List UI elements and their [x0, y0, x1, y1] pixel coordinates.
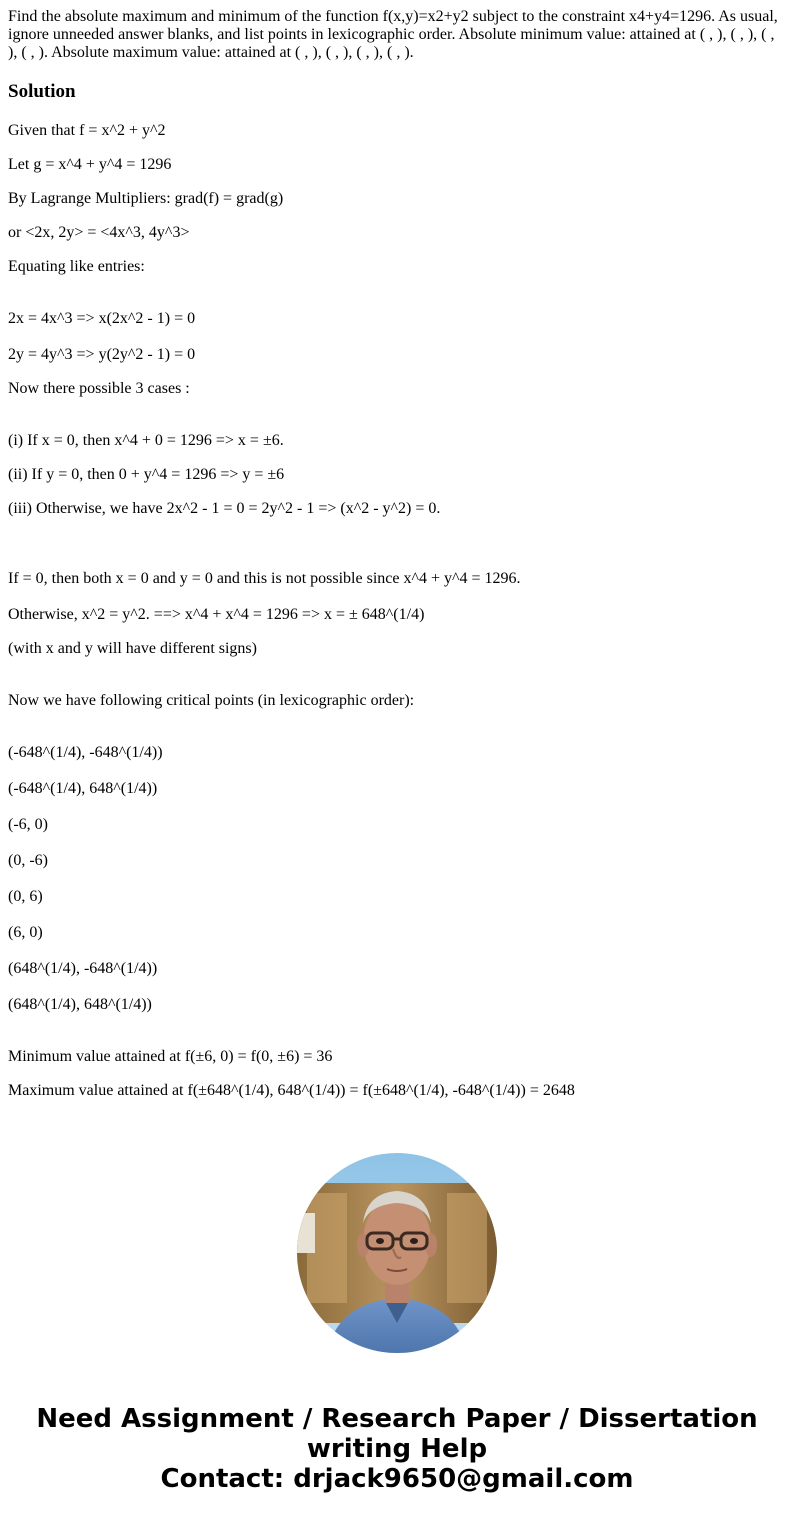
blank-line [8, 674, 784, 692]
equations-block [8, 292, 784, 364]
critical-point: (-6, 0) [8, 816, 48, 833]
case-two: (ii) If y = 0, then 0 + y^4 = 1296 => y = ±6 [8, 466, 285, 483]
otherwise-line: Otherwise, x^2 = y^2. ==> x^4 + x^4 = 1296 => x = ± 648^(1/4) [8, 606, 425, 623]
if-zero-line: If = 0, then both x = 0 and y = 0 and this is not possible since x^4 + y^4 = 1296. [8, 570, 521, 587]
critical-point: (648^(1/4), 648^(1/4)) [8, 996, 152, 1013]
critical-point: (648^(1/4), -648^(1/4)) [8, 960, 158, 977]
critical-point: (-648^(1/4), 648^(1/4)) [8, 780, 158, 797]
minimum-result: Minimum value attained at f(±6, 0) = f(0, ±6) = 36 [8, 1048, 333, 1065]
vector-line: or <2x, 2y> = <4x^3, 4y^3> [8, 224, 190, 241]
equation-y: 2y = 4y^3 => y(2y^2 - 1) = 0 [8, 346, 196, 363]
promo-line-2: writing Help [306, 1434, 488, 1464]
critical-point: (0, -6) [8, 852, 48, 869]
case-one: (i) If x = 0, then x^4 + 0 = 1296 => x = ±6. [8, 432, 284, 449]
case-analysis-block [8, 552, 784, 624]
document-body [8, 8, 784, 1116]
critical-points-intro: Now we have following critical points (in lexicographic order): [8, 692, 415, 709]
solution-heading: Solution [8, 81, 76, 102]
blank-line [8, 414, 784, 432]
equation-x: 2x = 4x^3 => x(2x^2 - 1) = 0 [8, 310, 196, 327]
given-line: Given that f = x^2 + y^2 [8, 122, 166, 139]
equating-line: Equating like entries: [8, 258, 145, 275]
cases-intro: Now there possible 3 cases : [8, 380, 190, 397]
case-three: (iii) Otherwise, we have 2x^2 - 1 = 0 = 2y^2 - 1 => (x^2 - y^2) = 0. [8, 500, 441, 517]
blank-line [8, 534, 784, 552]
contact-line: Contact: drjack9650@gmail.com [160, 1464, 634, 1494]
signs-note: (with x and y will have different signs) [8, 640, 257, 657]
promo-line-1: Need Assignment / Research Paper / Dissertation [36, 1404, 758, 1434]
let-g-line: Let g = x^4 + y^4 = 1296 [8, 156, 172, 173]
author-avatar [297, 1153, 497, 1353]
critical-points-list [8, 726, 784, 1014]
critical-point: (0, 6) [8, 888, 43, 905]
critical-point: (-648^(1/4), -648^(1/4)) [8, 744, 163, 761]
critical-point: (6, 0) [8, 924, 43, 941]
blank-line [8, 1030, 784, 1048]
promo-footer [0, 1404, 794, 1494]
maximum-result: Maximum value attained at f(±648^(1/4), 648^(1/4)) = f(±648^(1/4), -648^(1/4)) = 2648 [8, 1082, 575, 1099]
lagrange-line: By Lagrange Multipliers: grad(f) = grad(g) [8, 190, 284, 207]
question-text: Find the absolute maximum and minimum of the function f(x,y)=x2+y2 subject to the constraint x4+y4=1296. As usual, ignore unneeded answer blanks, and list points in lexicographic order. Absolute minimum value: attained at ( , ), ( , ), ( , ), ( , ). Absolute maximum value: attained at ( , ), ( , ), ( , ), ( , ). [8, 8, 778, 61]
